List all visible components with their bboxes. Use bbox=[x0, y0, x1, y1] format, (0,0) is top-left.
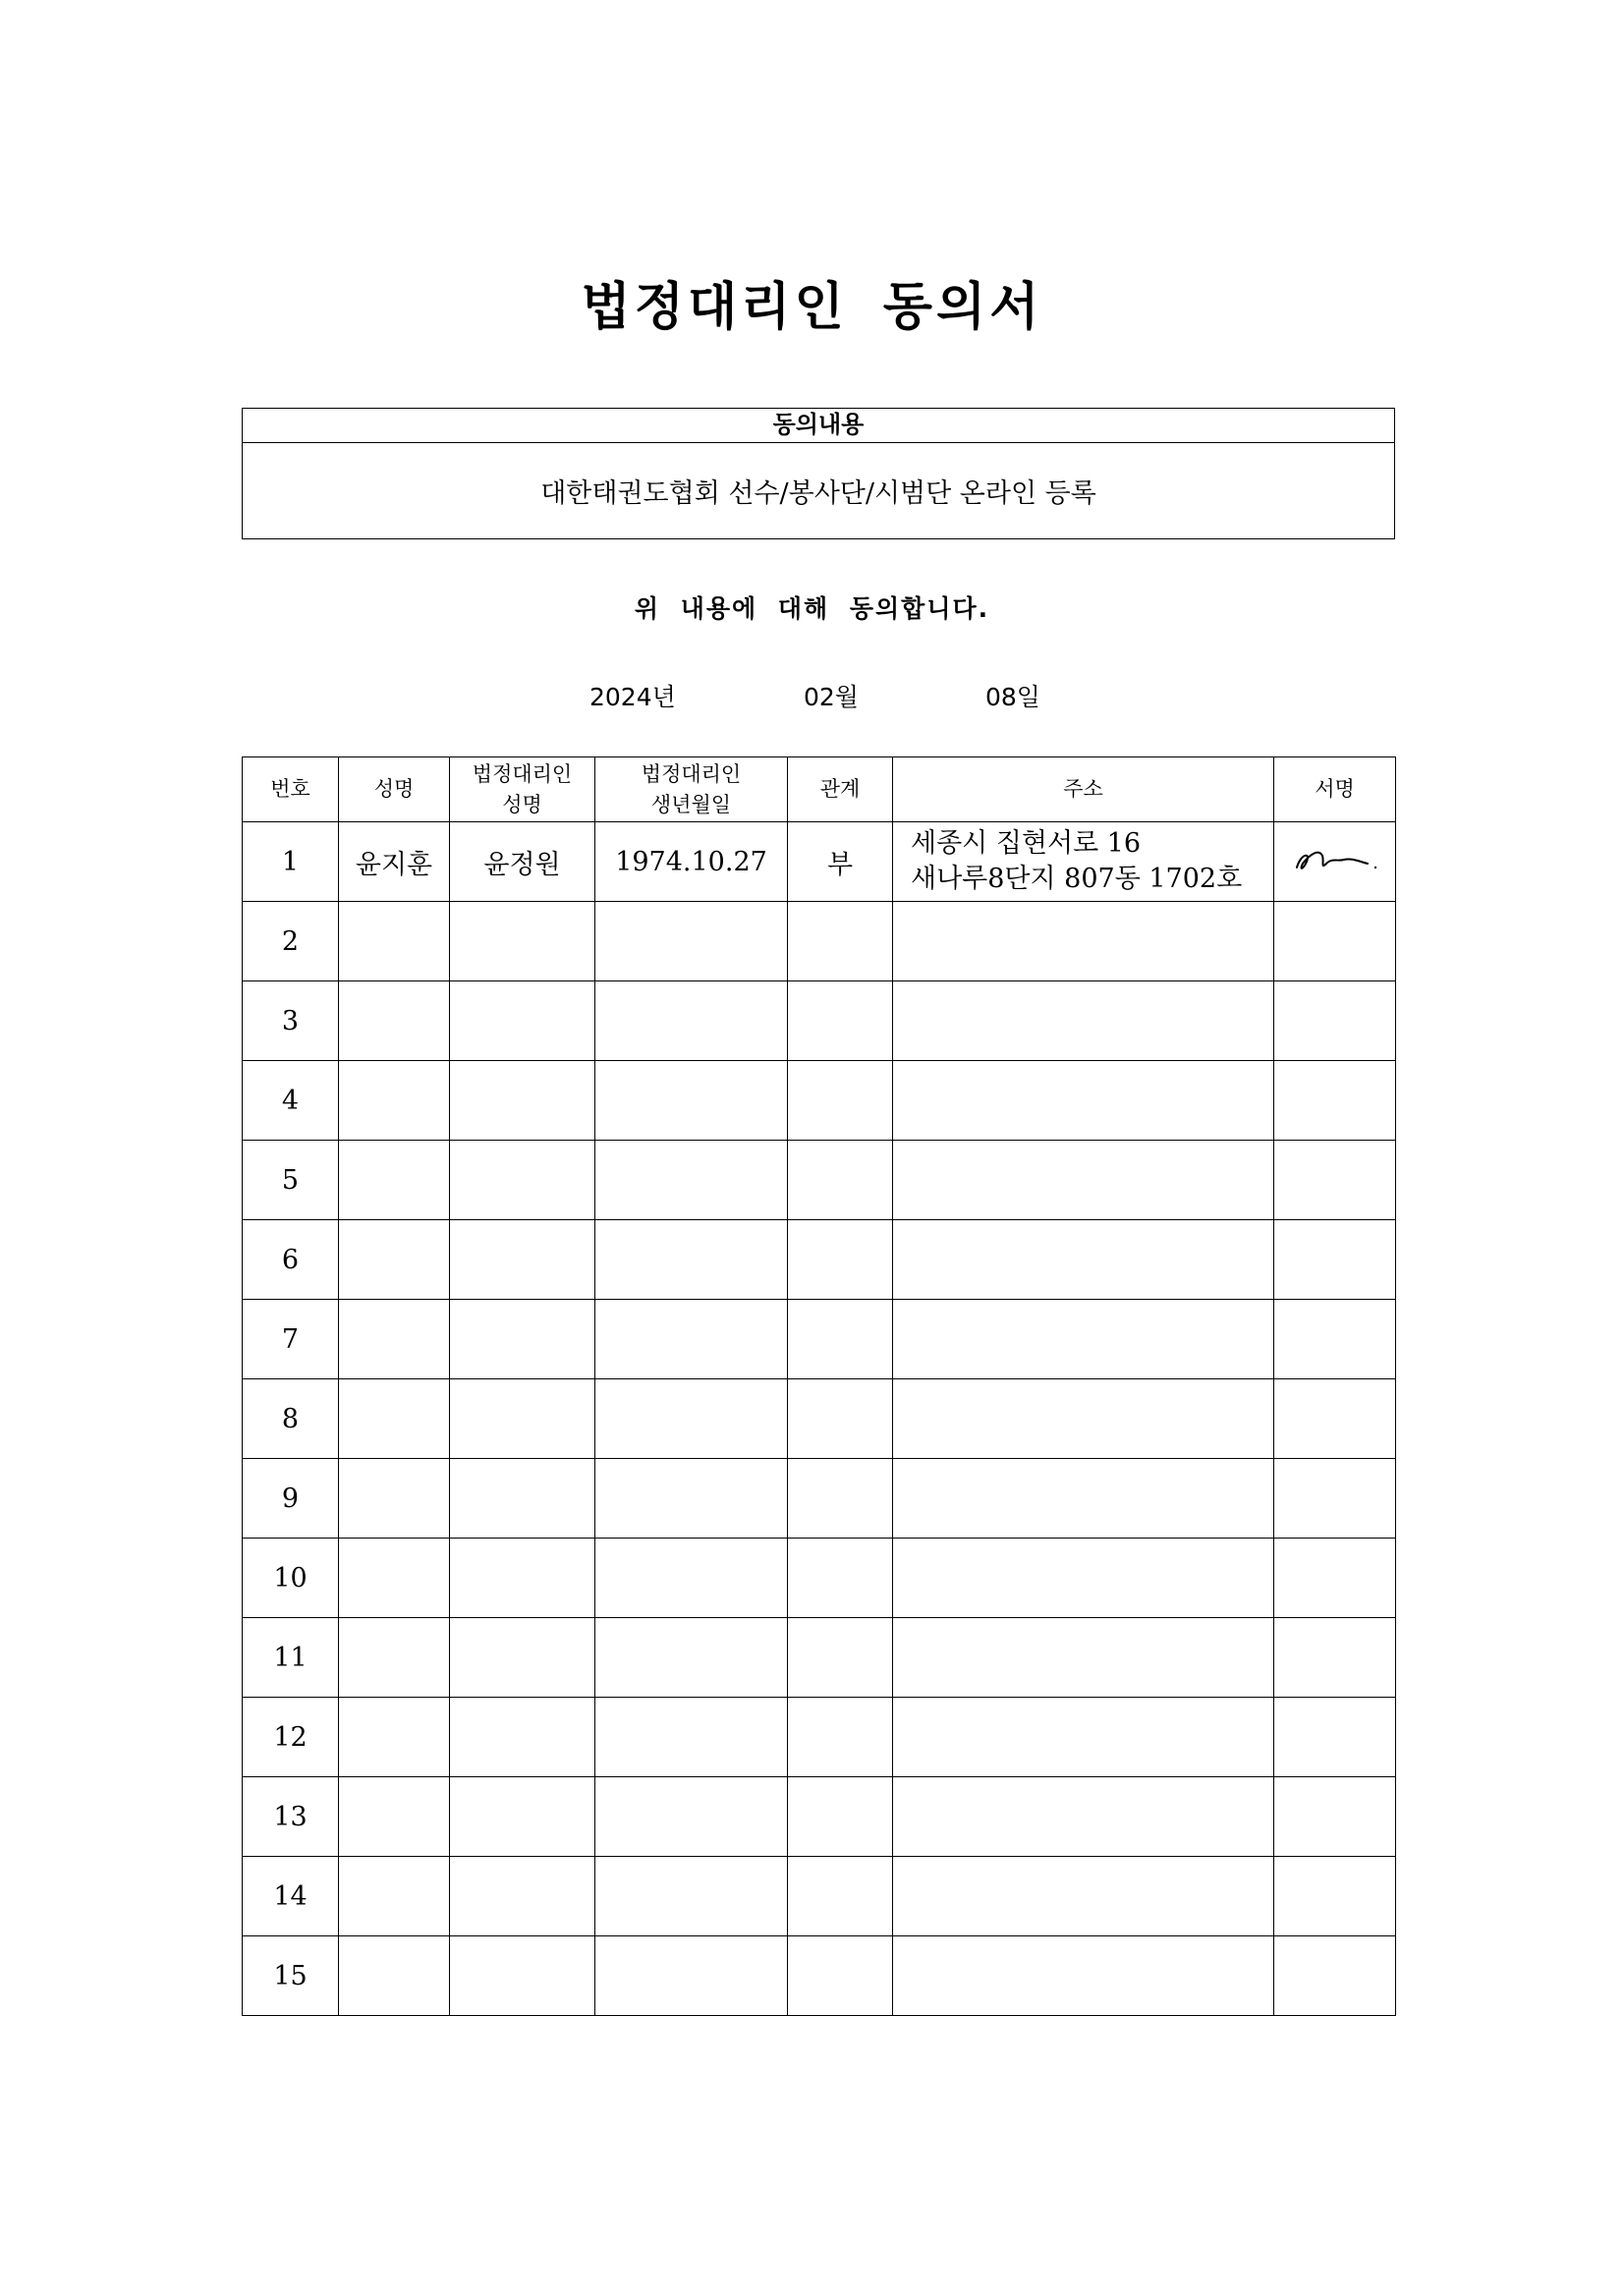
cell-name bbox=[339, 981, 450, 1061]
cell-no: 6 bbox=[243, 1220, 339, 1300]
cell-address bbox=[893, 1061, 1274, 1141]
cell-guardian-name bbox=[450, 1300, 595, 1379]
header-guardian-birth-line2: 생년월일 bbox=[650, 792, 732, 816]
cell-no: 4 bbox=[243, 1061, 339, 1141]
cell-no: 11 bbox=[243, 1618, 339, 1698]
header-guardian-name-line1: 법정대리인 bbox=[472, 761, 573, 786]
cell-no: 10 bbox=[243, 1539, 339, 1618]
cell-guardian-birth bbox=[595, 1698, 788, 1777]
cell-relation bbox=[788, 1936, 893, 2016]
agreement-statement: 위 내용에 대해 동의합니다. bbox=[634, 594, 990, 623]
cell-signature bbox=[1274, 1141, 1396, 1220]
consent-content-header: 동의내용 bbox=[243, 409, 1394, 443]
cell-relation bbox=[788, 1141, 893, 1220]
cell-signature bbox=[1274, 1459, 1396, 1539]
cell-name bbox=[339, 1220, 450, 1300]
cell-signature bbox=[1274, 1220, 1396, 1300]
date-year: 2024년 bbox=[589, 683, 676, 711]
cell-guardian-name bbox=[450, 1936, 595, 2016]
cell-address bbox=[893, 1698, 1274, 1777]
consent-content-box bbox=[242, 408, 1395, 539]
cell-no: 5 bbox=[243, 1141, 339, 1220]
cell-signature bbox=[1274, 1539, 1396, 1618]
cell-guardian-name bbox=[450, 1220, 595, 1300]
cell-name bbox=[339, 1459, 450, 1539]
cell-guardian-name bbox=[450, 1141, 595, 1220]
cell-address bbox=[893, 822, 1274, 902]
cell-address bbox=[893, 1459, 1274, 1539]
cell-relation bbox=[788, 1857, 893, 1936]
header-guardian-name bbox=[450, 757, 595, 822]
guardian-roster-table bbox=[242, 756, 1396, 2016]
cell-guardian-birth bbox=[595, 1459, 788, 1539]
cell-name bbox=[339, 1539, 450, 1618]
cell-guardian-name bbox=[450, 1379, 595, 1459]
table-row bbox=[243, 1618, 1396, 1698]
table-row bbox=[243, 981, 1396, 1061]
cell-address bbox=[893, 902, 1274, 981]
cell-guardian-birth bbox=[595, 981, 788, 1061]
table-row bbox=[243, 1936, 1396, 2016]
cell-signature bbox=[1274, 1618, 1396, 1698]
cell-signature bbox=[1274, 1300, 1396, 1379]
cell-address bbox=[893, 1618, 1274, 1698]
table-row bbox=[243, 1857, 1396, 1936]
cell-relation: 부 bbox=[788, 822, 893, 902]
cell-address bbox=[893, 1300, 1274, 1379]
cell-name bbox=[339, 1061, 450, 1141]
table-row bbox=[243, 822, 1396, 902]
cell-address bbox=[893, 1141, 1274, 1220]
cell-guardian-birth bbox=[595, 902, 788, 981]
cell-address bbox=[893, 1857, 1274, 1936]
document-title: 법정대리인 동의서 bbox=[581, 278, 1043, 337]
cell-relation bbox=[788, 1539, 893, 1618]
cell-no: 13 bbox=[243, 1777, 339, 1857]
cell-guardian-name bbox=[450, 981, 595, 1061]
cell-guardian-birth bbox=[595, 1936, 788, 2016]
cell-address bbox=[893, 1379, 1274, 1459]
cell-guardian-name bbox=[450, 1857, 595, 1936]
cell-relation bbox=[788, 1777, 893, 1857]
cell-guardian-birth bbox=[595, 1379, 788, 1459]
cell-guardian-name: 윤정원 bbox=[450, 822, 595, 902]
cell-guardian-birth bbox=[595, 1857, 788, 1936]
cell-no: 1 bbox=[243, 822, 339, 902]
header-name: 성명 bbox=[339, 757, 450, 822]
cell-guardian-name bbox=[450, 1061, 595, 1141]
cell-address bbox=[893, 1936, 1274, 2016]
cell-relation bbox=[788, 902, 893, 981]
header-signature: 서명 bbox=[1274, 757, 1396, 822]
header-no: 번호 bbox=[243, 757, 339, 822]
cell-signature bbox=[1274, 1379, 1396, 1459]
header-guardian-birth-line1: 법정대리인 bbox=[641, 761, 742, 786]
cell-no: 3 bbox=[243, 981, 339, 1061]
cell-name bbox=[339, 1618, 450, 1698]
cell-relation bbox=[788, 1459, 893, 1539]
cell-address bbox=[893, 981, 1274, 1061]
cell-relation bbox=[788, 1300, 893, 1379]
consent-content-body: 대한태권도협회 선수/봉사단/시범단 온라인 등록 bbox=[540, 478, 1096, 509]
cell-signature bbox=[1274, 1061, 1396, 1141]
cell-signature bbox=[1274, 902, 1396, 981]
cell-guardian-name bbox=[450, 1459, 595, 1539]
cell-no: 2 bbox=[243, 902, 339, 981]
cell-guardian-birth bbox=[595, 1539, 788, 1618]
cell-name bbox=[339, 1936, 450, 2016]
cell-guardian-birth bbox=[595, 1777, 788, 1857]
cell-name bbox=[339, 1857, 450, 1936]
cell-address bbox=[893, 1539, 1274, 1618]
table-row bbox=[243, 1220, 1396, 1300]
cell-guardian-birth bbox=[595, 1300, 788, 1379]
table-row bbox=[243, 1698, 1396, 1777]
address-line-1: 세종시 집현서로 16 bbox=[911, 828, 1142, 859]
cell-name bbox=[339, 1141, 450, 1220]
cell-name: 윤지훈 bbox=[339, 822, 450, 902]
table-row bbox=[243, 902, 1396, 981]
cell-guardian-name bbox=[450, 1698, 595, 1777]
cell-guardian-birth: 1974.10.27 bbox=[595, 822, 788, 902]
cell-guardian-name bbox=[450, 1539, 595, 1618]
header-guardian-birth bbox=[595, 757, 788, 822]
table-row bbox=[243, 1379, 1396, 1459]
header-guardian-name-line2: 성명 bbox=[502, 792, 542, 816]
cell-address bbox=[893, 1220, 1274, 1300]
address-line-2: 새나루8단지 807동 1702호 bbox=[911, 864, 1243, 894]
cell-signature bbox=[1274, 1777, 1396, 1857]
table-row bbox=[243, 1539, 1396, 1618]
header-address: 주소 bbox=[893, 757, 1274, 822]
table-row bbox=[243, 1777, 1396, 1857]
cell-guardian-name bbox=[450, 902, 595, 981]
cell-relation bbox=[788, 1618, 893, 1698]
table-header-row bbox=[243, 757, 1396, 822]
cell-relation bbox=[788, 1061, 893, 1141]
cell-name bbox=[339, 1777, 450, 1857]
cell-signature bbox=[1274, 981, 1396, 1061]
cell-no: 9 bbox=[243, 1459, 339, 1539]
cell-address bbox=[893, 1777, 1274, 1857]
cell-no: 15 bbox=[243, 1936, 339, 2016]
cell-no: 8 bbox=[243, 1379, 339, 1459]
cell-relation bbox=[788, 1379, 893, 1459]
cell-no: 12 bbox=[243, 1698, 339, 1777]
cell-signature bbox=[1274, 1936, 1396, 2016]
cell-name bbox=[339, 1379, 450, 1459]
cell-relation bbox=[788, 1220, 893, 1300]
cell-name bbox=[339, 902, 450, 981]
cell-signature bbox=[1274, 1698, 1396, 1777]
cell-guardian-birth bbox=[595, 1141, 788, 1220]
cell-signature bbox=[1274, 1857, 1396, 1936]
cell-no: 7 bbox=[243, 1300, 339, 1379]
cell-name bbox=[339, 1300, 450, 1379]
cell-no: 14 bbox=[243, 1857, 339, 1936]
handwritten-signature bbox=[1291, 842, 1379, 881]
date-month: 02월 bbox=[804, 683, 859, 711]
date-day: 08일 bbox=[985, 683, 1040, 711]
table-row bbox=[243, 1300, 1396, 1379]
cell-signature bbox=[1274, 822, 1396, 902]
cell-guardian-birth bbox=[595, 1061, 788, 1141]
cell-relation bbox=[788, 1698, 893, 1777]
table-row bbox=[243, 1459, 1396, 1539]
cell-guardian-birth bbox=[595, 1618, 788, 1698]
cell-guardian-name bbox=[450, 1777, 595, 1857]
cell-guardian-birth bbox=[595, 1220, 788, 1300]
table-row bbox=[243, 1061, 1396, 1141]
cell-guardian-name bbox=[450, 1618, 595, 1698]
cell-name bbox=[339, 1698, 450, 1777]
cell-relation bbox=[788, 981, 893, 1061]
header-relation: 관계 bbox=[788, 757, 893, 822]
table-row bbox=[243, 1141, 1396, 1220]
